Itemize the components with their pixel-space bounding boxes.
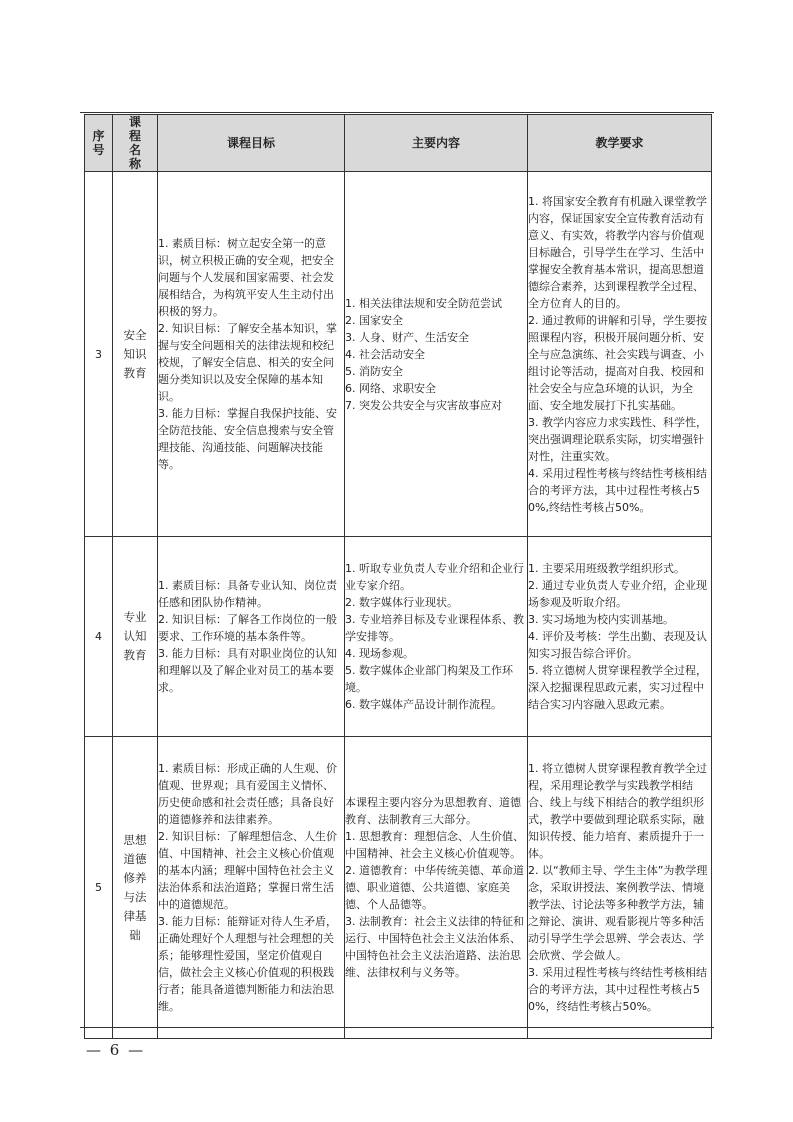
course-content	[345, 537, 528, 737]
content-item: 4. 现场参观。	[345, 647, 414, 660]
goal-item: 2. 知识目标：了解安全基本知识，掌握与安全问题相关的法律法规和校纪校规，了解安全信息、相关的安全问题分类知识以及安全保障的基本知识。	[158, 322, 337, 403]
requirement-item: 1. 将立德树人贯穿课程教育教学全过程，采用理论教学与实践教学相结合、线上与线下相结合的教学组织形式，教学中要做到理论联系实际，融知识传授、能力培育、素质提升于一体。	[528, 762, 707, 860]
course-name: 安全知识教育	[113, 172, 158, 537]
goal-item: 3. 能力目标：掌握自我保护技能、安全防范技能、安全信息搜索与安全管理技能、沟通技能、问题解决技能等。	[158, 407, 337, 471]
bottom-rule	[80, 1027, 714, 1028]
requirement-item: 3. 实习场地为校内实训基地。	[528, 613, 674, 626]
page-number: — 6 —	[86, 1041, 146, 1059]
top-rule	[80, 112, 714, 113]
requirement-item: 2. 通过教师的讲解和引导，学生要按照课程内容，积极开展问题分析、安全与应急演练、社会实践与调查、小组讨论等活动，提高对自我、校园和社会安全与应急环境的认识，为全面、安全地发展打下扎实基础。	[528, 313, 707, 412]
course-name: 专业认知教育	[113, 537, 158, 737]
requirement-item: 4. 评价及考核：学生出勤、表现及认知实习报告综合评价。	[528, 630, 707, 660]
course-name: 思想道德修养与法律基础	[113, 737, 158, 1039]
content-item: 5. 消防安全	[345, 364, 403, 378]
content-item: 2. 道德教育：中华传统美德、革命道德、职业道德、公共道德、家庭美德、个人品德等。	[345, 864, 524, 911]
goal-item: 3. 能力目标：能辩证对待人生矛盾，正确处理好个人理想与社会理想的关系；能够理性爱国，坚定价值观自信，做社会主义核心价值观的积极践行者；能具备道德判断能力和法治思维。	[158, 915, 337, 1013]
teaching-requirements	[528, 172, 712, 537]
header-requirements: 教学要求	[528, 115, 712, 172]
requirement-item: 1. 主要采用班级教学组织形式。	[528, 562, 685, 575]
content-item: 本课程主要内容分为思想教育、道德教育、法制教育三大部分。	[345, 796, 521, 826]
row-number: 5	[85, 737, 113, 1039]
content-item: 6. 数字媒体产品设计制作流程。	[345, 698, 502, 711]
content-item: 3. 专业培养目标及专业课程体系、教学安排等。	[345, 613, 524, 643]
requirement-item: 3. 采用过程性考核与终结性考核相结合的考评方法，其中过程性考核占50%，终结性考核占50%。	[528, 966, 707, 1013]
goal-item: 1. 素质目标：具备专业认知、岗位责任感和团队协作精神。	[158, 579, 337, 609]
content-item: 6. 网络、求职安全	[345, 381, 436, 395]
goal-item: 2. 知识目标：了解各工作岗位的一般要求、工作环境的基本条件等。	[158, 613, 337, 643]
content-item: 2. 国家安全	[345, 313, 403, 327]
content-item: 1. 听取专业负责人专业介绍和企业行业专家介绍。	[345, 562, 524, 592]
requirement-item: 2. 以“教师主导、学生主体”为教学理念，采取讲授法、案例教学法、情境教学法、讨论法等多种教学方法，辅之辩论、演讲、观看影视片等多种活动引导学生学会思辨、学会表达、学会欣赏、学会做人。	[528, 864, 708, 962]
requirement-item: 2. 通过专业负责人专业介绍，企业现场参观及听取介绍。	[528, 579, 707, 609]
header-name: 课程名称	[113, 115, 158, 172]
requirement-item: 1. 将国家安全教育有机融入课堂教学内容，保证国家安全宣传教育活动有意义、有实效，将教学内容与价值观目标融合，引导学生在学习、生活中掌握安全教育基本常识，提高思想道德综合素养，达到课程教学全过程、全方位育人的目的。	[528, 194, 707, 310]
course-table	[84, 114, 712, 1039]
goal-item: 1. 素质目标：树立起安全第一的意识，树立积极正确的安全观，把安全问题与个人发展和国家需要、社会发展相结合，为构筑平安人生主动付出积极的努力。	[158, 237, 334, 318]
content-item: 5. 数字媒体企业部门构架及工作环境。	[345, 664, 513, 694]
table-row	[85, 172, 712, 537]
course-goals	[158, 172, 345, 537]
content-item: 3. 法制教育：社会主义法律的特征和运行、中国特色社会主义法治体系、中国特色社会主义法治道路、法治思维、法律权利与义务等。	[345, 915, 524, 979]
requirement-item: 5. 将立德树人贯穿课程教学全过程，深入挖掘课程思政元素，实习过程中结合实习内容融入思政元素。	[528, 664, 707, 711]
course-content	[345, 172, 528, 537]
goal-item: 1. 素质目标：形成正确的人生观、价值观、世界观；具有爱国主义情怀、历史使命感和社会责任感；具备良好的道德修养和法律素养。	[158, 762, 337, 826]
course-goals	[158, 737, 345, 1039]
requirement-item: 4. 采用过程性考核与终结性考核相结合的考评方法，其中过程性考核占50%,终结性考核占50%。	[528, 466, 707, 514]
header-goal: 课程目标	[158, 115, 345, 172]
content-item: 4. 社会活动安全	[345, 347, 425, 361]
course-goals	[158, 537, 345, 737]
teaching-requirements	[528, 737, 712, 1039]
goal-item: 2. 知识目标：了解理想信念、人生价值、中国精神、社会主义核心价值观的基本内涵；理解中国特色社会主义法治体系和法治道路；掌握日常生活中的道德规范。	[158, 830, 337, 911]
course-content	[345, 737, 528, 1039]
row-number: 3	[85, 172, 113, 537]
teaching-requirements	[528, 537, 712, 737]
content-item: 2. 数字媒体行业现状。	[345, 596, 458, 609]
content-item: 3. 人身、财产、生活安全	[345, 330, 469, 344]
header-row	[85, 115, 712, 172]
content-item: 7. 突发公共安全与灾害故事应对	[345, 398, 502, 412]
content-item: 1. 相关法律法规和安全防范尝试	[345, 296, 502, 310]
goal-item: 3. 能力目标：具有对职业岗位的认知和理解以及了解企业对员工的基本要求。	[158, 647, 337, 694]
row-number: 4	[85, 537, 113, 737]
header-no: 序号	[85, 115, 113, 172]
table-row	[85, 537, 712, 737]
table-row	[85, 737, 712, 1039]
content-item: 1. 思想教育：理想信念、人生价值、中国精神、社会主义核心价值观等。	[345, 830, 524, 860]
header-content: 主要内容	[345, 115, 528, 172]
requirement-item: 3. 教学内容应力求实践性、科学性，突出强调理论联系实际，切实增强针对性，注重实效。	[528, 415, 707, 463]
